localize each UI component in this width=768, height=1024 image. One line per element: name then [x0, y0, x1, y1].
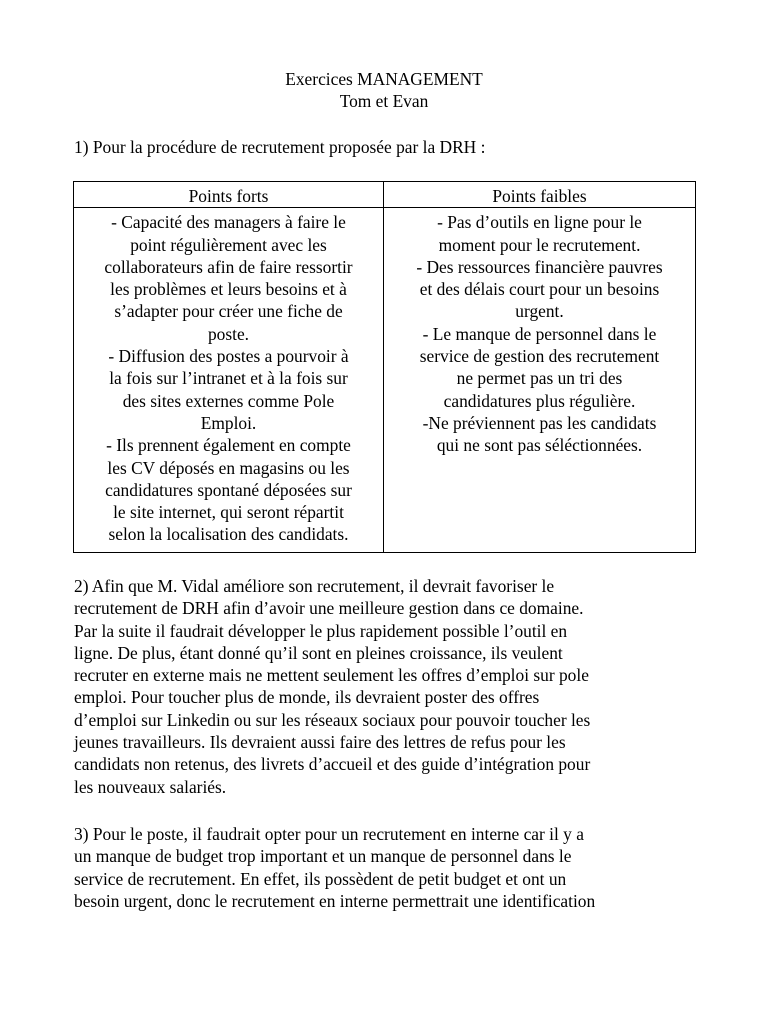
paragraph-line: candidats non retenus, des livrets d’accueil et des guide d’intégration pour: [74, 754, 591, 775]
strengths-cell: [74, 208, 384, 553]
table-row: [74, 208, 696, 553]
question-1-heading: 1) Pour la procédure de recrutement proposée par la DRH :: [74, 137, 486, 157]
strength-line: la fois sur l’intranet et à la fois sur: [109, 368, 348, 389]
weakness-line: - Le manque de personnel dans le: [422, 323, 657, 344]
paragraph-line: recruter en externe mais ne mettent seulement les offres d’emploi sur pole: [74, 665, 589, 686]
strength-line: les CV déposés en magasins ou les: [107, 457, 350, 478]
table-header-row: [74, 182, 696, 208]
strength-line: les problèmes et leurs besoins et à: [110, 279, 347, 300]
title-block: [0, 68, 768, 113]
weakness-line: candidatures plus régulière.: [443, 390, 636, 411]
document-authors: Tom et Evan: [339, 91, 429, 112]
header-points-forts: Points forts: [74, 182, 384, 208]
paragraph-2: [74, 575, 704, 798]
strength-line: point régulièrement avec les: [130, 234, 327, 255]
strength-line: - Ils prennent également en compte: [106, 435, 351, 456]
strength-line: le site internet, qui seront répartit: [113, 502, 344, 523]
weakness-line: - Des ressources financière pauvres: [416, 256, 663, 277]
paragraph-line: emploi. Pour toucher plus de monde, ils devraient poster des offres: [74, 687, 540, 708]
strength-line: s’adapter pour créer une fiche de: [114, 301, 343, 322]
weakness-line: moment pour le recrutement.: [438, 234, 641, 255]
weakness-line: et des délais court pour un besoins: [419, 279, 660, 300]
strength-line: - Capacité des managers à faire le: [111, 212, 346, 233]
paragraph-line: jeunes travailleurs. Ils devraient aussi faire des lettres de refus pour les: [74, 732, 566, 753]
paragraph-line: Par la suite il faudrait développer le plus rapidement possible l’outil en: [74, 620, 568, 641]
strength-line: Emploi.: [200, 412, 257, 433]
document-title: Exercices MANAGEMENT: [285, 69, 483, 89]
strength-line: selon la localisation des candidats.: [108, 524, 349, 545]
weakness-line: -Ne préviennent pas les candidats: [422, 412, 657, 433]
weakness-line: qui ne sont pas séléctionnées.: [436, 435, 643, 456]
weakness-line: service de gestion des recrutement: [419, 346, 660, 367]
paragraph-line: ligne. De plus, étant donné qu’il sont en pleines croissance, ils veulent: [74, 642, 563, 663]
paragraph-line: un manque de budget trop important et un manque de personnel dans le: [74, 846, 572, 867]
paragraph-line: les nouveaux salariés.: [74, 776, 227, 797]
paragraph-line: d’emploi sur Linkedin ou sur les réseaux sociaux pour pouvoir toucher les: [74, 709, 591, 730]
strength-line: candidatures spontané déposées sur: [105, 479, 352, 500]
paragraph-line: 2) Afin que M. Vidal améliore son recrutement, il devrait favoriser le: [74, 576, 555, 596]
paragraph-3: [74, 823, 704, 912]
weakness-line: ne permet pas un tri des: [456, 368, 623, 389]
weakness-line: urgent.: [515, 301, 564, 322]
strength-line: des sites externes comme Pole: [122, 390, 335, 411]
paragraph-line: recrutement de DRH afin d’avoir une meilleure gestion dans ce domaine.: [74, 598, 584, 619]
weakness-line: - Pas d’outils en ligne pour le: [437, 212, 642, 233]
strength-line: - Diffusion des postes a pourvoir à: [108, 346, 349, 367]
strength-line: collaborateurs afin de faire ressortir: [104, 256, 353, 277]
strengths-weaknesses-table: [73, 181, 696, 553]
weaknesses-cell: [384, 208, 696, 553]
header-points-faibles: Points faibles: [384, 182, 696, 208]
paragraph-line: service de recrutement. En effet, ils possèdent de petit budget et ont un: [74, 868, 567, 889]
strength-line: poste.: [207, 323, 250, 344]
paragraph-line: 3) Pour le poste, il faudrait opter pour un recrutement en interne car il y a: [74, 824, 584, 844]
paragraph-line: besoin urgent, donc le recrutement en interne permettrait une identification: [74, 890, 596, 911]
